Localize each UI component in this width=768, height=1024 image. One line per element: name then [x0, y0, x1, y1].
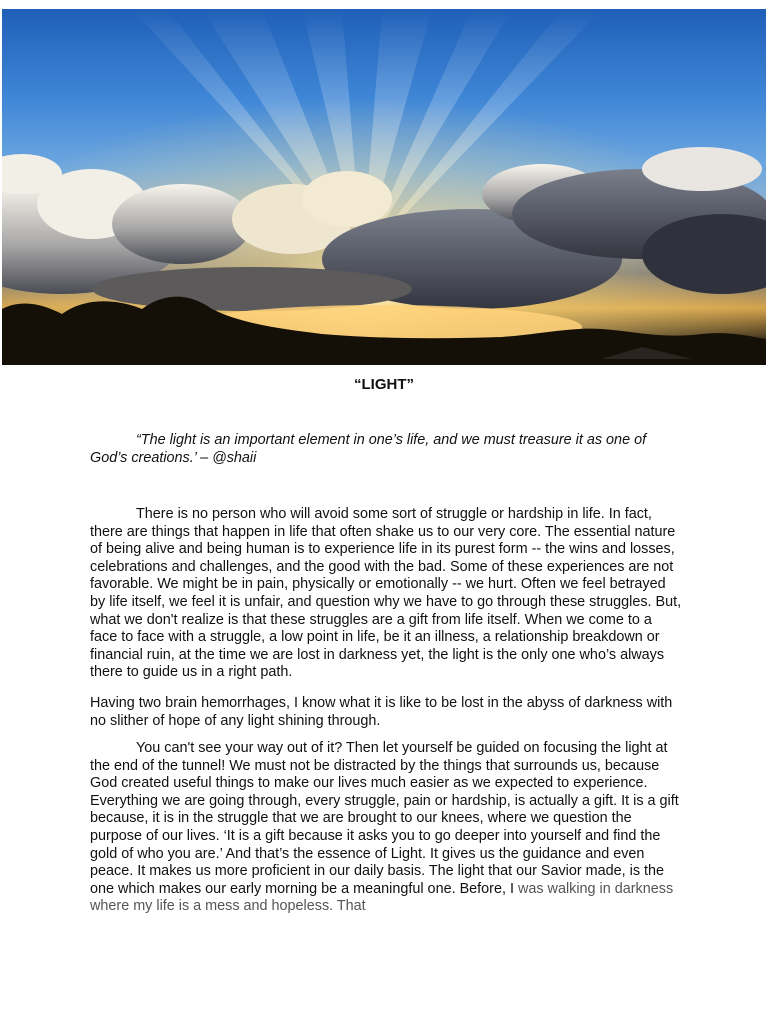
sky-illustration	[2, 9, 766, 365]
sunrays-cloud-photo	[2, 9, 766, 365]
body-paragraph-3	[90, 740, 682, 916]
body-paragraph-2: Having two brain hemorrhages, I know what it is like to be lost in the abyss of darkness with no slither of hope of any light shining through.	[90, 695, 673, 729]
body-paragraph-1: There is no person who will avoid some sort of struggle or hardship in life. In fact, there are things that happen in life that often shake us to our very core. The essential nature of being alive and being human is to experience life in its purest form -- the wins and losses, celebrations and challenges, and the good with the bad. Some of these experiences are not favorable. We might be in pain, physically or emotionally -- we hurt. Often we feel betrayed by life itself, we feel it is unfair, and question why we have to go through these struggles. But, what we don't realize is that these struggles are a gift from life itself. When we come to a face to face with a struggle, a low point in life, be it an illness, a relationship breakdown or financial ruin, at the time we are lost in darkness yet, the light is the only one who’s always there to guide us in a right path.	[90, 506, 682, 681]
body-paragraph-3-text: You can't see your way out of it? Then let yourself be guided on focusing the light at the end of the tunnel! We must not be distracted by the things that surrounds us, because God created useful things to make our lives much easier as we expected to experience. Everything we are going through, every struggle, pain or hardship, is actually a gift. It is a gift because, it is in the struggle that we are brought to our knees, where we question the purpose of our lives. ‘It is a gift because it asks you to go deeper into yourself and find the gold of who you are.’ And that’s the essence of Light. It gives us the guidance and even peace. It makes us more proficient in our daily basis. The light that our Savior made, is the one which makes our early morning be a meaningful one. Before, I	[90, 740, 679, 897]
faded-continuation-text: was walking in darkness where my life is a mess and hopeless. That	[90, 880, 674, 915]
document-title: “LIGHT”	[354, 376, 414, 393]
opening-quote: “The light is an important element in one’s life, and we must treasure it as one of God’s creations.’ – @shaii	[90, 432, 647, 466]
